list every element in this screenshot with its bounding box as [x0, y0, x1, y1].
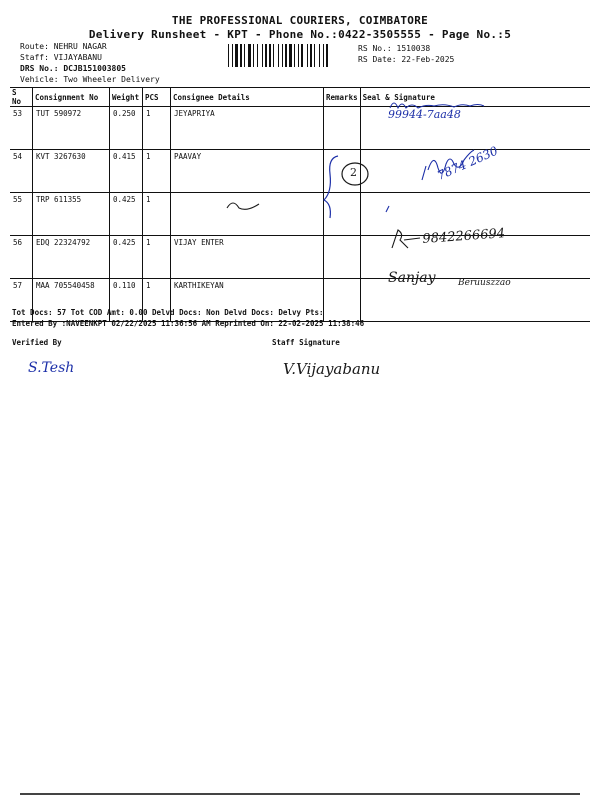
company-title: THE PROFESSIONAL COURIERS, COIMBATORE — [171, 14, 429, 27]
entered-by-line: Entered By :NAVEENKPT 02/22/2025 11:36:56 AM Reprinted On: 22-02-2025 11:38:46 — [12, 319, 365, 328]
runsheet-subtitle: Delivery Runsheet - KPT - Phone No.:0422-3505555 - Page No.:5 — [88, 28, 512, 41]
col-signature: Seal & Signature — [360, 88, 590, 107]
row-pcs: 1 — [143, 236, 171, 279]
row-consignee: VIJAY ENTER — [171, 236, 324, 279]
handwritten-note-row54: 7874 2630 — [435, 143, 500, 183]
handwritten-extra-row57: Beruuszzao — [458, 278, 511, 288]
row-weight: 0.415 — [110, 150, 143, 193]
row-remarks — [324, 107, 361, 150]
vehicle-label: Vehicle: Two Wheeler Delivery — [20, 75, 160, 84]
rs-date: RS Date: 22-Feb-2025 — [358, 55, 455, 64]
row-weight: 0.425 — [110, 236, 143, 279]
staff-signature: V.Vijayabanu — [283, 360, 381, 378]
row-sno: 54 — [10, 150, 33, 193]
row-pcs: 1 — [143, 150, 171, 193]
col-sno: S No — [10, 88, 33, 107]
row-consignment: EDQ 22324792 — [33, 236, 110, 279]
rs-number: RS No.: 1510038 — [358, 44, 431, 53]
col-weight: Weight — [110, 88, 143, 107]
handwritten-circled-number: 2 — [350, 166, 357, 179]
row-weight: 0.250 — [110, 107, 143, 150]
row-consignment: MAA 705540458 — [33, 279, 110, 322]
row-remarks — [324, 279, 361, 322]
page-bottom-rule — [20, 793, 580, 795]
staff-signature-label: Staff Signature — [272, 338, 340, 347]
handwritten-phone-row53: 99944-7aa48 — [388, 108, 461, 121]
row-consignment: TUT 590972 — [33, 107, 110, 150]
table-row — [10, 236, 590, 279]
row-pcs: 1 — [143, 193, 171, 236]
row-consignee: JEYAPRIYA — [171, 107, 324, 150]
row-remarks — [324, 236, 361, 279]
handwritten-scribble-row53 — [388, 96, 508, 110]
row-consignment: KVT 3267630 — [33, 150, 110, 193]
row-pcs: 1 — [143, 279, 171, 322]
row-sno: 56 — [10, 236, 33, 279]
row-consignment: TRP 611355 — [33, 193, 110, 236]
staff-label: Staff: VIJAYABANU — [20, 53, 102, 62]
totals-line: Tot Docs: 57 Tot COD Amt: 0.00 Delvd Docs: Non Delvd Docs: Delvy Pts: — [12, 308, 324, 317]
row-pcs: 1 — [143, 107, 171, 150]
verified-by-label: Verified By — [12, 338, 62, 347]
barcode — [228, 44, 353, 67]
row-consignee: KARTHIKEYAN — [171, 279, 324, 322]
handwritten-phone-row56: 9842266694 — [422, 226, 506, 247]
verified-initials: S.Tesh — [28, 360, 75, 376]
col-consignment: Consignment No — [33, 88, 110, 107]
row-weight: 0.425 — [110, 193, 143, 236]
route-label: Route: NEHRU NAGAR — [20, 42, 107, 51]
drs-number: DRS No.: DCJB151003805 — [20, 64, 126, 73]
col-consignee: Consignee Details — [171, 88, 324, 107]
col-pcs: PCS — [143, 88, 171, 107]
handwritten-name-row57: Sanjay — [388, 270, 436, 286]
row-consignee: PAAVAY — [171, 150, 324, 193]
handwritten-mark-row55 — [225, 196, 265, 214]
row-weight: 0.110 — [110, 279, 143, 322]
row-sno: 55 — [10, 193, 33, 236]
col-remarks: Remarks — [324, 88, 361, 107]
row-sno: 57 — [10, 279, 33, 322]
row-sno: 53 — [10, 107, 33, 150]
handwritten-bracket-mark — [310, 150, 385, 222]
